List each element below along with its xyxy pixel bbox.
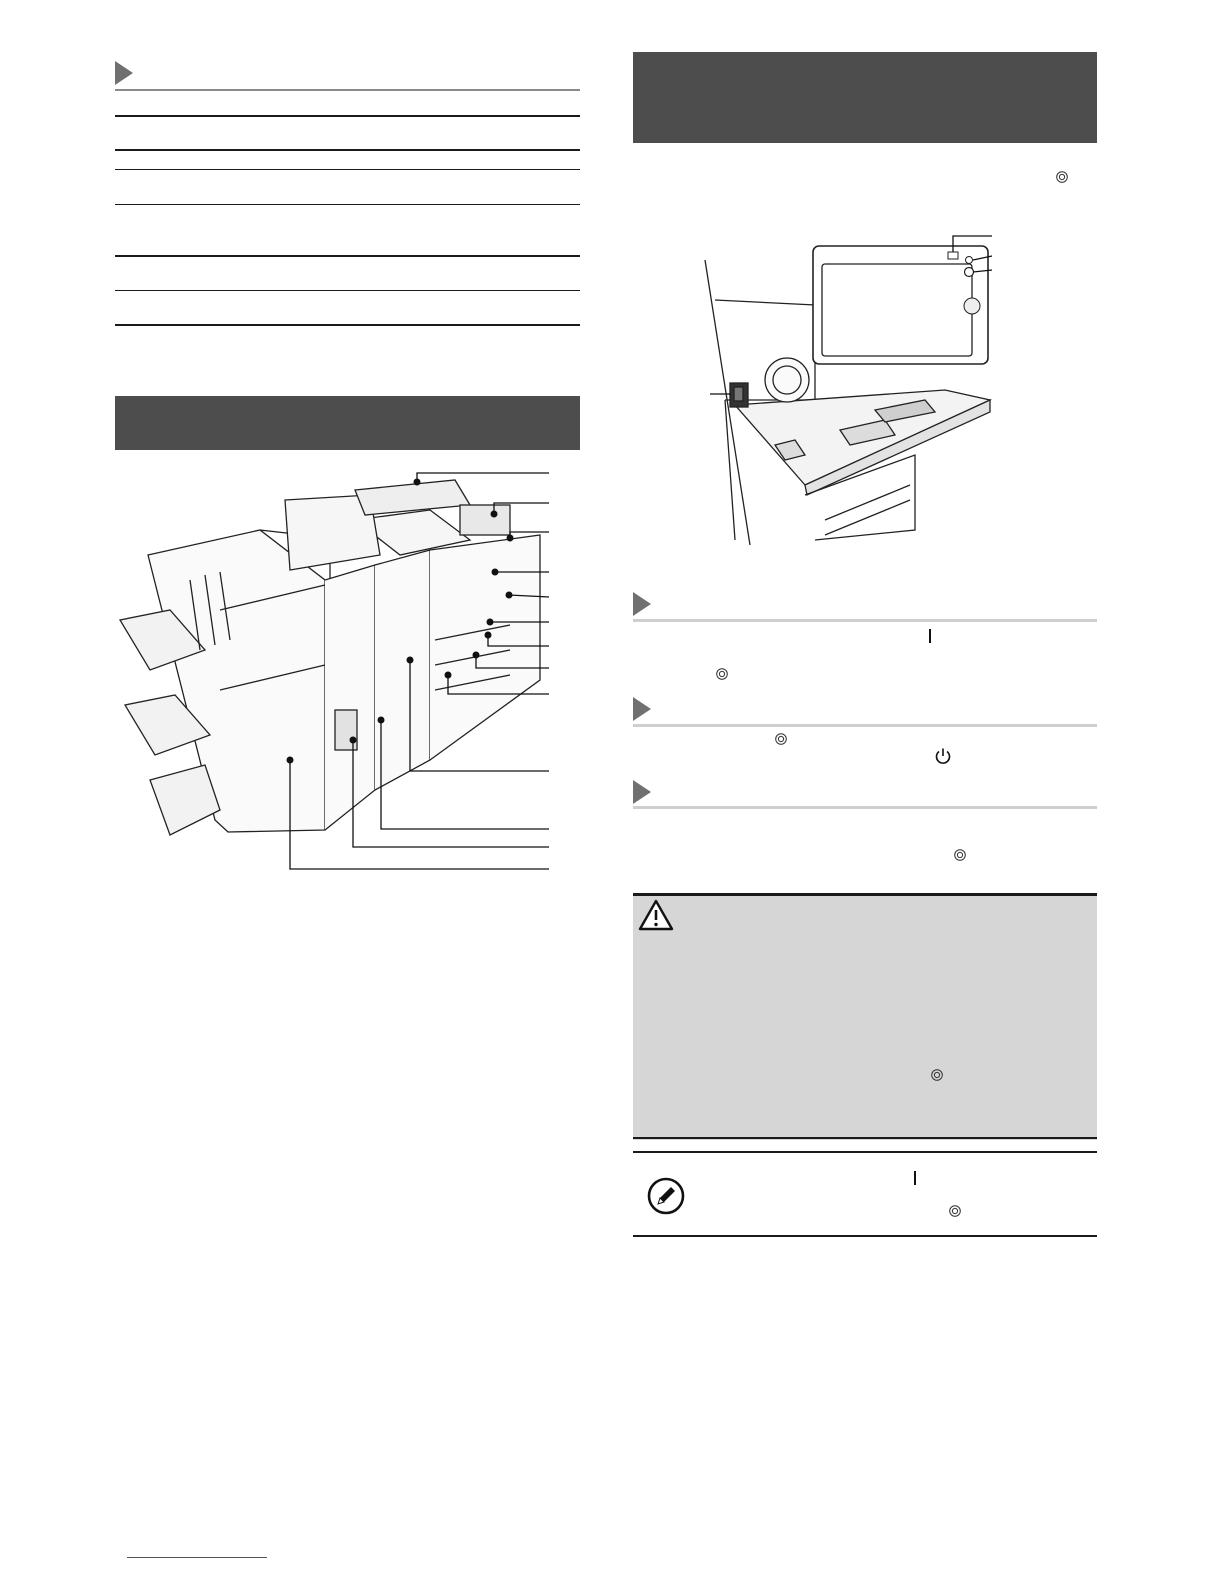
note-top-rule <box>633 1151 1097 1153</box>
note-bottom-rule <box>633 1235 1097 1237</box>
power-section-banner <box>633 52 1097 143</box>
footer-link-underline[interactable] <box>127 1557 267 1558</box>
power-key-icon <box>954 849 966 861</box>
step-marker-icon <box>633 592 651 616</box>
caution-box <box>633 893 1097 1140</box>
panel-drawing <box>695 230 995 550</box>
main-switch-on-symbol <box>914 1171 916 1185</box>
spec-table-row-divider <box>115 115 580 117</box>
machine-illustration <box>110 460 580 880</box>
operation-panel-illustration <box>695 230 995 550</box>
power-key-icon <box>931 1069 943 1081</box>
spec-table-row-divider <box>115 290 580 291</box>
power-key-icon <box>949 1205 961 1217</box>
power-key-icon <box>1056 171 1068 183</box>
caution-warning-icon <box>637 898 675 932</box>
section-marker-icon <box>115 61 133 85</box>
step-heading-rule <box>633 806 1097 809</box>
step-heading-rule <box>633 724 1097 727</box>
machine-drawing <box>110 460 580 880</box>
step-marker-icon <box>633 697 651 721</box>
power-key-icon <box>716 668 728 680</box>
spec-table-row-divider <box>115 169 580 170</box>
spec-table-top-rule <box>115 89 580 91</box>
main-switch-on-symbol <box>929 629 931 643</box>
spec-table-row-divider <box>115 204 580 205</box>
parts-section-banner <box>115 396 580 450</box>
standby-power-icon <box>934 747 952 765</box>
spec-table-bottom-rule <box>115 324 580 326</box>
note-pencil-icon <box>646 1176 686 1216</box>
power-key-icon <box>775 733 787 745</box>
spec-table-row-divider <box>115 255 580 257</box>
step-heading-rule <box>633 619 1097 622</box>
spec-table-row-divider <box>115 149 580 151</box>
caution-bottom-rule <box>633 1137 1097 1139</box>
step-marker-icon <box>633 780 651 804</box>
